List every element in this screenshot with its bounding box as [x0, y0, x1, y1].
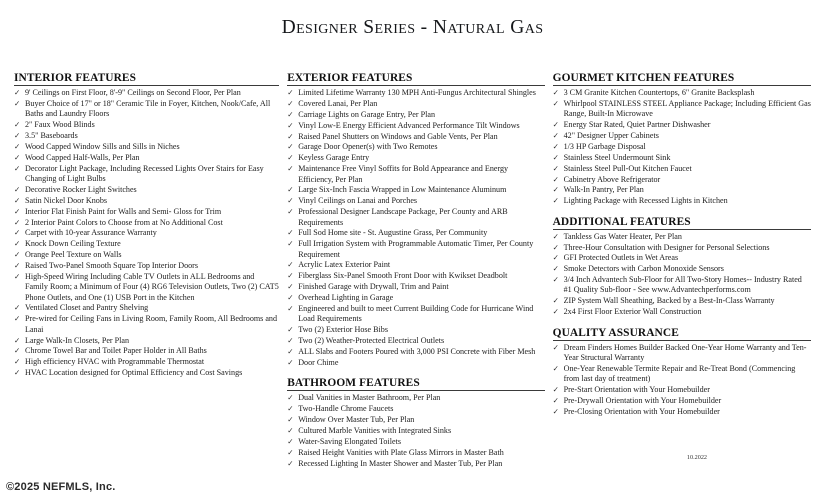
- list-item: ✓ Cultured Marble Vanities with Integrated Sinks: [287, 426, 544, 436]
- list-item: ✓ Large Walk-In Closets, Per Plan: [14, 336, 279, 346]
- list-item: ✓ Engineered and built to meet Current Building Code for Hurricane Wind Load Requirements: [287, 304, 544, 325]
- feature-list: [287, 88, 544, 368]
- section-additional-features: [553, 216, 811, 318]
- section-quality-assurance: [553, 327, 811, 417]
- section-exterior-features: [287, 72, 544, 368]
- list-item: ✓ 2x4 First Floor Exterior Wall Construction: [553, 307, 811, 317]
- list-item: ✓ 9' Ceilings on First Floor, 8'-9" Ceilings on Second Floor, Per Plan: [14, 88, 279, 98]
- list-item: ✓ Recessed Lighting In Master Shower and Master Tub, Per Plan: [287, 459, 544, 469]
- list-item: ✓ Two (2) Exterior Hose Bibs: [287, 325, 544, 335]
- list-item: ✓ Pre-Drywall Orientation with Your Homebuilder: [553, 396, 811, 406]
- list-item: ✓ Carpet with 10-year Assurance Warranty: [14, 228, 279, 238]
- list-item: ✓ Window Over Master Tub, Per Plan: [287, 415, 544, 425]
- list-item: ✓ Decorative Rocker Light Switches: [14, 185, 279, 195]
- list-item: ✓ Dream Finders Homes Builder Backed One-Year Home Warranty and Ten-Year Structural Warranty: [553, 343, 811, 364]
- list-item: ✓ Full Sod Home site - St. Augustine Grass, Per Community: [287, 228, 544, 238]
- list-item: ✓ Overhead Lighting in Garage: [287, 293, 544, 303]
- section-heading: QUALITY ASSURANCE: [553, 327, 811, 341]
- list-item: ✓ Garage Door Opener(s) with Two Remotes: [287, 142, 544, 152]
- features-columns: [0, 72, 825, 469]
- list-item: ✓ Keyless Garage Entry: [287, 153, 544, 163]
- list-item: ✓ Door Chime: [287, 358, 544, 368]
- section-heading: ADDITIONAL FEATURES: [553, 216, 811, 230]
- list-item: ✓ Water-Saving Elongated Toilets: [287, 437, 544, 447]
- list-item: ✓ Knock Down Ceiling Texture: [14, 239, 279, 249]
- list-item: ✓ Ventilated Closet and Pantry Shelving: [14, 303, 279, 313]
- list-item: ✓ Raised Two-Panel Smooth Square Top Interior Doors: [14, 261, 279, 271]
- list-item: ✓ Raised Height Vanities with Plate Glass Mirrors in Master Bath: [287, 448, 544, 458]
- list-item: ✓ Interior Flat Finish Paint for Walls and Semi- Gloss for Trim: [14, 207, 279, 217]
- page-title: Designer Series - Natural Gas: [281, 17, 544, 38]
- list-item: ✓ Pre-wired for Ceiling Fans in Living Room, Family Room, All Bedrooms and Lanai: [14, 314, 279, 335]
- list-item: ✓ 3/4 Inch Advantech Sub-Floor for All Two-Story Homes-- Industry Rated #1 Quality Sub-floor - See www.Advantechperforms.com: [553, 275, 811, 296]
- list-item: ✓ Acrylic Latex Exterior Paint: [287, 260, 544, 270]
- list-item: ✓ Buyer Choice of 17" or 18" Ceramic Tile in Foyer, Kitchen, Nook/Cafe, All Baths and Laundry Floors: [14, 99, 279, 120]
- list-item: ✓ Stainless Steel Undermount Sink: [553, 153, 811, 163]
- list-item: ✓ Lighting Package with Recessed Lights in Kitchen: [553, 196, 811, 206]
- list-item: ✓ Maintenance Free Vinyl Soffits for Bold Appearance and Energy Efficiency, Per Plan: [287, 164, 544, 185]
- list-item: ✓ Pre-Closing Orientation with Your Homebuilder: [553, 407, 811, 417]
- section-heading: BATHROOM FEATURES: [287, 377, 544, 391]
- list-item: ✓ Decorator Light Package, Including Recessed Lights Over Stairs for Easy Changing of Light Bulbs: [14, 164, 279, 185]
- list-item: ✓ GFI Protected Outlets in Wet Areas: [553, 253, 811, 263]
- list-item: ✓ Vinyl Ceilings on Lanai and Porches: [287, 196, 544, 206]
- list-item: ✓ Two-Handle Chrome Faucets: [287, 404, 544, 414]
- list-item: ✓ Two (2) Weather-Protected Electrical Outlets: [287, 336, 544, 346]
- column-exterior: [287, 72, 552, 469]
- list-item: ✓ Wood Capped Half-Walls, Per Plan: [14, 153, 279, 163]
- list-item: ✓ Orange Peel Texture on Walls: [14, 250, 279, 260]
- list-item: ✓ Cabinetry Above Refrigerator: [553, 175, 811, 185]
- watermark: ©2025 NEFMLS, Inc.: [6, 481, 116, 493]
- list-item: ✓ Raised Panel Shutters on Windows and Gable Vents, Per Plan: [287, 132, 544, 142]
- list-item: ✓ 42" Designer Upper Cabinets: [553, 131, 811, 141]
- list-item: ✓ Three-Hour Consultation with Designer for Personal Selections: [553, 243, 811, 253]
- list-item: ✓ Stainless Steel Pull-Out Kitchen Faucet: [553, 164, 811, 174]
- section-heading: INTERIOR FEATURES: [14, 72, 279, 86]
- list-item: ✓ HVAC Location designed for Optimal Efficiency and Cost Savings: [14, 368, 279, 378]
- list-item: ✓ Smoke Detectors with Carbon Monoxide Sensors: [553, 264, 811, 274]
- list-item: ✓ 1/3 HP Garbage Disposal: [553, 142, 811, 152]
- feature-list: [553, 88, 811, 207]
- list-item: ✓ Vinyl Low-E Energy Efficient Advanced Performance Tilt Windows: [287, 121, 544, 131]
- list-item: ✓ Tankless Gas Water Heater, Per Plan: [553, 232, 811, 242]
- list-item: ✓ ALL Slabs and Footers Poured with 3,000 PSI Concrete with Fiber Mesh: [287, 347, 544, 357]
- list-item: ✓ Limited Lifetime Warranty 130 MPH Anti-Fungus Architectural Shingles: [287, 88, 544, 98]
- column-kitchen-additional: [553, 72, 811, 469]
- section-bathroom-features: [287, 377, 544, 469]
- feature-list: [287, 393, 544, 469]
- section-heading: GOURMET KITCHEN FEATURES: [553, 72, 811, 86]
- list-item: ✓ 3 CM Granite Kitchen Countertops, 6" Granite Backsplash: [553, 88, 811, 98]
- list-item: ✓ Large Six-Inch Fascia Wrapped in Low Maintenance Aluminum: [287, 185, 544, 195]
- list-item: ✓ One-Year Renewable Termite Repair and Re-Treat Bond (Commencing from last day of treatment): [553, 364, 811, 385]
- list-item: ✓ Professional Designer Landscape Package, Per County and ARB Requirements: [287, 207, 544, 228]
- list-item: ✓ High-Speed Wiring Including Cable TV Outlets in ALL Bedrooms and Family Room; a Minimum of Four (4) RG6 Television Outlets, Two (2) CAT5 Phone Outlets, and One (1) USB Port in the Kitchen: [14, 272, 279, 303]
- list-item: ✓ Full Irrigation System with Programmable Automatic Timer, Per County Requirement: [287, 239, 544, 260]
- feature-list: [14, 88, 279, 378]
- feature-list: [553, 343, 811, 417]
- list-item: ✓ Energy Star Rated, Quiet Partner Dishwasher: [553, 120, 811, 130]
- section-gourmet-kitchen-features: [553, 72, 811, 207]
- list-item: ✓ Chrome Towel Bar and Toilet Paper Holder in All Baths: [14, 346, 279, 356]
- list-item: ✓ Whirlpool STAINLESS STEEL Appliance Package; Including Efficient Gas Range, Built-In Microwave: [553, 99, 811, 120]
- list-item: ✓ 2" Faux Wood Blinds: [14, 120, 279, 130]
- list-item: ✓ Covered Lanai, Per Plan: [287, 99, 544, 109]
- list-item: ✓ Fiberglass Six-Panel Smooth Front Door with Kwikset Deadbolt: [287, 271, 544, 281]
- list-item: ✓ 3.5" Baseboards: [14, 131, 279, 141]
- list-item: ✓ High efficiency HVAC with Programmable Thermostat: [14, 357, 279, 367]
- list-item: ✓ Carriage Lights on Garage Entry, Per Plan: [287, 110, 544, 120]
- section-interior-features: [14, 72, 279, 378]
- list-item: ✓ ZIP System Wall Sheathing, Backed by a Best-In-Class Warranty: [553, 296, 811, 306]
- section-heading: EXTERIOR FEATURES: [287, 72, 544, 86]
- list-item: ✓ Pre-Start Orientation with Your Homebuilder: [553, 385, 811, 395]
- list-item: ✓ Walk-In Pantry, Per Plan: [553, 185, 811, 195]
- feature-list: [553, 232, 811, 318]
- list-item: ✓ 2 Interior Paint Colors to Choose from at No Additional Cost: [14, 218, 279, 228]
- revision-date: 10.2022: [686, 454, 707, 461]
- column-interior: [14, 72, 287, 469]
- list-item: ✓ Wood Capped Window Sills and Sills in Niches: [14, 142, 279, 152]
- list-item: ✓ Dual Vanities in Master Bathroom, Per Plan: [287, 393, 544, 403]
- list-item: ✓ Satin Nickel Door Knobs: [14, 196, 279, 206]
- list-item: ✓ Finished Garage with Drywall, Trim and Paint: [287, 282, 544, 292]
